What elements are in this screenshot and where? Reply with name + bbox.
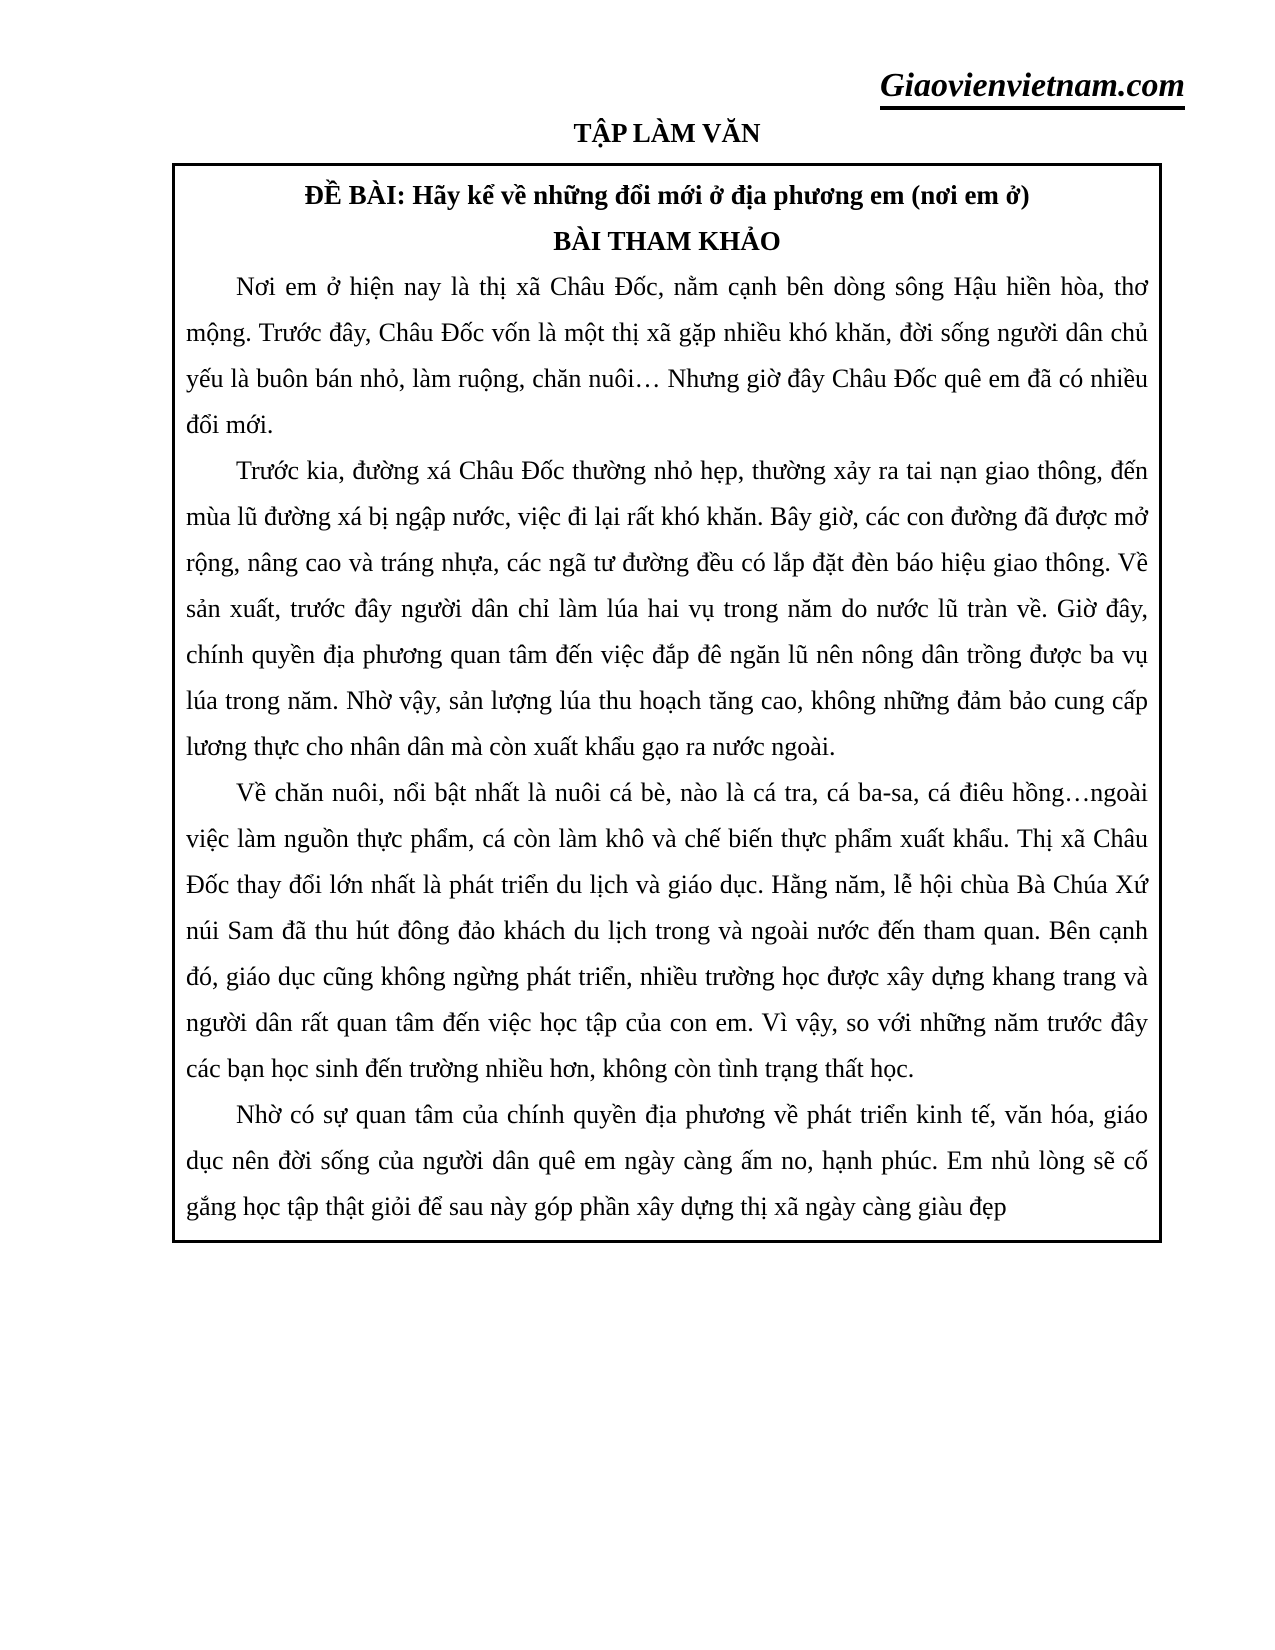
document-header — [172, 68, 1185, 110]
essay-paragraph: Trước kia, đường xá Châu Đốc thường nhỏ hẹp, thường xảy ra tai nạn giao thông, đến mùa lũ đường xá bị ngập nước, việc đi lại rất khó khăn. Bây giờ, các con đường đã được mở rộng, nâng cao và tráng nhựa, các ngã tư đường đều có lắp đặt đèn báo hiệu giao thông. Về sản xuất, trước đây người dân chỉ làm lúa hai vụ trong năm do nước lũ tràn về. Giờ đây, chính quyền địa phương quan tâm đến việc đắp đê ngăn lũ nên nông dân trồng được ba vụ lúa trong năm. Nhờ vậy, sản lượng lúa thu hoạch tăng cao, không những đảm bảo cung cấp lương thực cho nhân dân mà còn xuất khẩu gạo ra nước ngoài. — [186, 455, 1148, 761]
reference-heading: BÀI THAM KHẢO — [553, 225, 781, 256]
essay-box — [172, 163, 1162, 1243]
essay-paragraph: Về chăn nuôi, nổi bật nhất là nuôi cá bè, nào là cá tra, cá ba-sa, cá điêu hồng…ngoài việc làm nguồn thực phẩm, cá còn làm khô và chế biến thực phẩm xuất khẩu. Thị xã Châu Đốc thay đổi lớn nhất là phát triển du lịch và giáo dục. Hằng năm, lễ hội chùa Bà Chúa Xứ núi Sam đã thu hút đông đảo khách du lịch trong và ngoài nước đến tham quan. Bên cạnh đó, giáo dục cũng không ngừng phát triển, nhiều trường học được xây dựng khang trang và người dân rất quan tâm đến việc học tập của con em. Vì vậy, so với những năm trước đây các bạn học sinh đến trường nhiều hơn, không còn tình trạng thất học. — [186, 777, 1148, 1083]
essay-paragraph: Nơi em ở hiện nay là thị xã Châu Đốc, nằm cạnh bên dòng sông Hậu hiền hòa, thơ mộng. Trước đây, Châu Đốc vốn là một thị xã gặp nhiều khó khăn, đời sống người dân chủ yếu là buôn bán nhỏ, làm ruộng, chăn nuôi… Nhưng giờ đây Châu Đốc quê em đã có nhiều đổi mới. — [186, 271, 1148, 439]
essay-prompt: ĐỀ BÀI: Hãy kể về những đổi mới ở địa phương em (nơi em ở) — [304, 179, 1030, 210]
page-title: TẬP LÀM VĂN — [573, 117, 761, 148]
site-watermark: Giaovienvietnam.com — [880, 68, 1185, 110]
essay-paragraph: Nhờ có sự quan tâm của chính quyền địa phương về phát triển kinh tế, văn hóa, giáo dục nên đời sống của người dân quê em ngày càng ấm no, hạnh phúc. Em nhủ lòng sẽ cố gắng học tập thật giỏi để sau này góp phần xây dựng thị xã ngày càng giàu đẹp — [186, 1099, 1148, 1221]
